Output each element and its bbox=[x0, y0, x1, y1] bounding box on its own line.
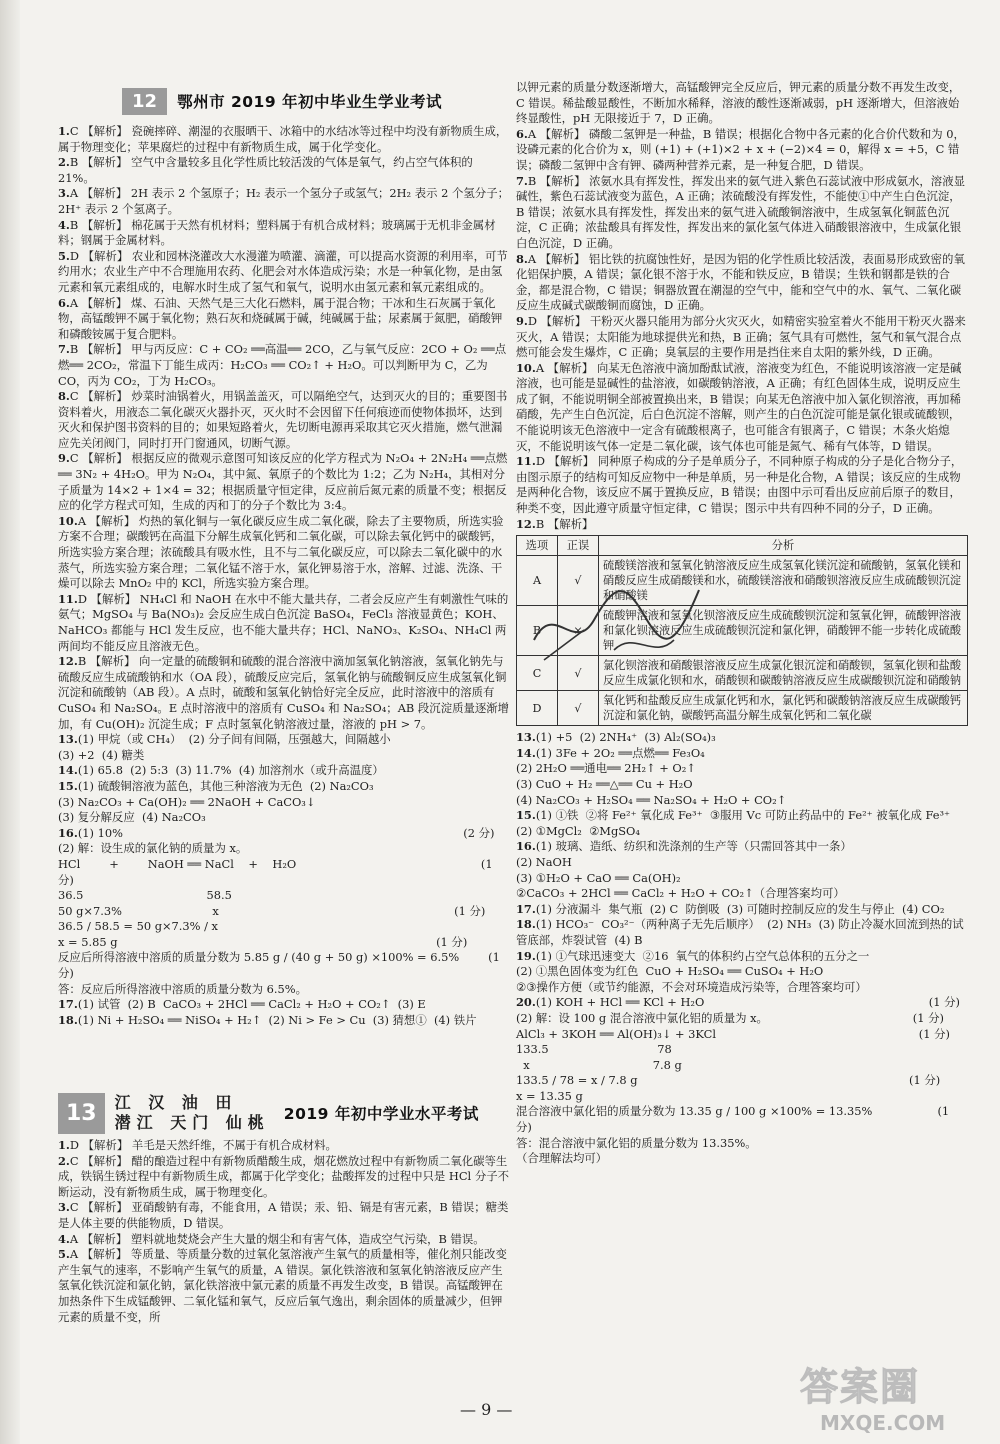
table-cell-opt: B bbox=[517, 606, 558, 656]
answer-number: 12. bbox=[516, 516, 536, 531]
answer-number: 3. bbox=[58, 186, 70, 201]
table-cell-mark: √ bbox=[558, 656, 599, 691]
answer-text: (1) 甲烷（或 CH₄） (2) 分子间有间隔，压强越大，间隔越小 (3) +2 (4) 糖类 bbox=[58, 732, 391, 762]
answer-item bbox=[516, 917, 968, 948]
answer-text: C 【解析】 醋的酿造过程中有新物质醋酸生成，烟花燃放过程中有新物质二氧化碳等生成，铁锅生锈过程中有新物质生成，都属于化学变化；盐酸挥发的过程中只是 HCl 分子不断运动，没有新物质生成，属于物理变化。 bbox=[58, 1153, 509, 1199]
table-cell-opt: D bbox=[517, 691, 558, 726]
answer-text: B 【解析】 棉花属于天然有机材料；塑料属于有机合成材料；玻璃属于无机非金属材料；钢属于金属材料。 bbox=[58, 217, 496, 248]
answer-item bbox=[58, 1138, 510, 1154]
section-12-header bbox=[122, 86, 442, 116]
answer-item bbox=[58, 997, 510, 1013]
table-cell-mark: × bbox=[558, 606, 599, 656]
answer-text: A 【解析】 磷酸二氢钾是一种盐，B 错误；根据化合物中各元素的化合价代数和为 0，设磷元素的化合价为 x，则 (+1) + (+1)×2 + x + (−2)×4 = 0，解得 x = +5，C 错误；磷酸二氢钾中含有钾、磷两种营养元素，是一种复合肥，D 错误。 bbox=[516, 126, 965, 172]
answer-item bbox=[58, 1247, 510, 1325]
answer-text: (1) 65.8 (2) 5:3 (3) 11.7% (4) 加溶剂水（或升高温度） bbox=[77, 763, 384, 778]
answer-text: B 【解析】 浓氨水具有挥发性，挥发出来的氨气进入紫色石蕊试液中形成氨水，溶液显碱性，紫色石蕊试液变为蓝色，A 正确；浓硫酸没有挥发性，不能使①中产生白色沉淀，B 错误；浓氨水具有挥发性，挥发出来的氨气进入硫酸铜溶液中，生成氢氧化铜蓝色沉淀，C 正确；浓盐酸具有挥发性，挥发出来的氯化氢气体进入硝酸银溶液中，生成氯化银白色沉淀，D 正确。 bbox=[516, 173, 965, 250]
answer-item bbox=[58, 732, 510, 763]
answer-text: (1) 试管 (2) B CaCO₃ + 2HCl ══ CaCl₂ + H₂O + CO₂↑ (3) E bbox=[77, 997, 426, 1012]
book-spine bbox=[0, 0, 20, 1444]
answer-text: A 【解析】 2H 表示 2 个氢原子；H₂ 表示一个氢分子或氢气；2H₂ 表示 2 个氢分子；2H⁺ 表示 2 个氢离子。 bbox=[58, 186, 509, 216]
answer-number: 5. bbox=[58, 1247, 70, 1262]
answer-text: (1) ①气球迅速变大 ②16 氧气的体积约占空气总体积的五分之一 (2) ①黑色固体变为红色 CuO + H₂SO₄ ══ CuSO₄ + H₂O ②③操作方便（或节约能源，不会对环境造成污染等，合理答案均可） bbox=[516, 948, 870, 994]
answer-text: D 【解析】 NH₄Cl 和 NaOH 在水中不能大量共存，二者会反应产生有刺激性气味的氨气；MgSO₄ 与 Ba(NO₃)₂ 会反应生成白色沉淀 BaSO₄，FeCl₃ 溶液显黄色；KOH、NaHCO₃ 都能与 HCl 发生反应，也不能大量共存；HCl、NaNO₃、K₂SO₄、NH₄Cl 两两间均不能反应且溶液无色。 bbox=[58, 591, 509, 653]
answer-item bbox=[516, 127, 968, 174]
answer-number: 9. bbox=[58, 451, 70, 466]
answer-number: 10. bbox=[516, 360, 536, 375]
table-cell-text: 氧化钙和盐酸反应生成氯化钙和水，氯化钙和碳酸钠溶液反应生成碳酸钙沉淀和氯化钠，碳酸钙高温分解生成氧化钙和二氧化碳 bbox=[599, 691, 968, 726]
left-column-section-13 bbox=[58, 1138, 510, 1325]
answer-number: 10. bbox=[58, 513, 78, 528]
answer-number: 12. bbox=[58, 654, 78, 669]
answer-text: D 【解析】 农业和园林浇灌改大水漫灌为喷灌、滴灌，可以提高水资源的利用率，可节约用水；农业生产中不合理施用农药、化肥会对水体造成污染；水是一种氧化物，是由氢元素和氧元素组成的，电解水时生成了氢气和氧气，说明水由氢元素和氧元素组成的。 bbox=[58, 248, 508, 294]
answer-text: B 【解析】 空气中含量较多且化学性质比较活泼的气体是氧气，约占空气体积的 21%。 bbox=[58, 155, 477, 185]
answer-item bbox=[58, 342, 510, 389]
answer-text: (1) 10% (2 分) (2) 解：设生成的氯化钠的质量为 x。 HCl + NaOH ══ NaCl + H₂O (1 分) 36.5 58.5 50 g×7.3% x (1 分) 36.5 / 58.5 = 50 g×7.3% / x x = 5.85 g (1 分) 反应后所得溶液中溶质的质量分数为 5.85 g / (40 g + 50 g) ×100% = 6.5% (1 分) 答：反应后所得溶液中溶质的质量分数为 6.5%。 bbox=[58, 825, 500, 996]
answer-item bbox=[58, 249, 510, 296]
table-header-cell: 分析 bbox=[599, 536, 968, 556]
answer-text: C 【解析】 亚硝酸钠有毒，不能食用，A 错误；汞、铅、镉是有害元素，B 错误；糖类是人体主要的供能物质，D 错误。 bbox=[58, 1200, 509, 1230]
answer-number: 6. bbox=[58, 295, 70, 310]
answer-item bbox=[516, 314, 968, 361]
answer-text: A 【解析】 煤、石油、天然气是三大化石燃料，属于混合物；干冰和生石灰属于氧化物，高锰酸钾不属于氧化物；熟石灰和烧碱属于碱，纯碱属于盐；尿素属于氮肥，硝酸钾和磷酸铵属于复合肥料。 bbox=[58, 295, 503, 341]
answer-item bbox=[58, 1200, 510, 1231]
answer-item bbox=[58, 592, 510, 654]
answer-number: 11. bbox=[516, 454, 536, 469]
answer-item bbox=[58, 124, 510, 155]
site-watermark bbox=[800, 1356, 990, 1434]
answer-text: (1) 硫酸铜溶液为蓝色，其他三种溶液为无色 (2) Na₂CO₃ (3) Na₂CO₃ + Ca(OH)₂ ══ 2NaOH + CaCO₃↓ (3) 复分解反应 (4) Na₂CO₃ bbox=[58, 778, 374, 825]
answer-number: 9. bbox=[516, 313, 528, 328]
answer-text: (1) 分液漏斗 集气瓶 (2) C 防倒吸 (3) 可随时控制反应的发生与停止 (4) CO₂ bbox=[535, 901, 945, 916]
left-column bbox=[58, 124, 510, 1028]
table-cell-text: 氯化钡溶液和硝酸银溶液反应生成氯化银沉淀和硝酸钡，氢氧化钡和盐酸反应生成氯化钡和水，硝酸钡和碳酸钠溶液反应生成碳酸钡沉淀和硝酸钠 bbox=[599, 656, 968, 691]
answer-item bbox=[58, 654, 510, 732]
answer-number: 7. bbox=[516, 173, 528, 188]
answer-item bbox=[58, 451, 510, 513]
answer-item bbox=[516, 808, 968, 839]
answer-number: 17. bbox=[58, 997, 78, 1012]
section-title: 2019 年初中学业水平考试 bbox=[283, 1105, 479, 1123]
answer-number: 4. bbox=[58, 217, 70, 232]
answer-text: C 【解析】 瓷碗摔碎、潮湿的衣服晒干、冰箱中的水结冰等过程中均没有新物质生成，属于物理变化；苹果腐烂的过程中有新物质生成，属于化学变化。 bbox=[58, 124, 508, 154]
answer-number: 1. bbox=[58, 124, 70, 138]
answer-number: 8. bbox=[516, 251, 528, 266]
exam-region-names bbox=[115, 1093, 270, 1133]
table-header-row bbox=[517, 536, 968, 556]
answer-item bbox=[58, 1013, 510, 1029]
answer-text: A 【解析】 向某无色溶液中滴加酚酞试液，溶液变为红色，不能说明该溶液一定是碱溶液，也可能是显碱性的盐溶液，如碳酸钠溶液，A 正确；有红色固体生成，说明反应生成了铜，不能说明铜全部被置换出来，B 错误；向某无色溶液中加入氯化钡溶液，再加稀硝酸，先产生白色沉淀，后白色沉淀不溶解，则产生的白色沉淀可能是氯化银或硫酸钡，不能说明该无色溶液中一定含有硫酸根离子，也可能含有银离子，C 错误；木条火焰熄灭，不能说明该气体一定是二氧化碳，该气体也可能是氮气、稀有气体等，D 错误。 bbox=[516, 360, 962, 453]
section-title: 鄂州市 2019 年初中毕业生学业考试 bbox=[177, 93, 442, 111]
answer-number: 5. bbox=[58, 248, 70, 263]
answer-text: B 【解析】 甲与丙反应：C + CO₂ ══高温══ 2CO，乙与氧气反应：2CO + O₂ ══点燃══ 2CO₂，常温下丁能生成丙：H₂CO₃ ══ CO₂↑ + H₂O。可以判断甲为 C，乙为 CO，丙为 CO₂，丁为 H₂CO₃。 bbox=[58, 342, 507, 388]
answer-number: 18. bbox=[516, 917, 536, 932]
answer-text: C 【解析】 根据反应的微观示意图可知该反应的化学方程式为 N₂O₄ + 2N₂H₄ ══点燃══ 3N₂ + 4H₂O。甲为 N₂O₄，其中氮、氧原子的个数比为 1:2；乙为 N₂H₄，其相对分子质量为 14×2 + 1×4 = 32；根据质量守恒定律，反应前后氮元素的质量不变；根据反应的化学方程式可知，生成的丙和丁的分子个数比为 3:4。 bbox=[58, 451, 508, 513]
watermark-logo-text: 答案圈 bbox=[800, 1365, 921, 1409]
answer-text: C 【解析】 炒菜时油锅着火，用锅盖盖灭，可以隔绝空气，达到灭火的目的；重要图书资料着火，用液态二氧化碳灭火器扑灭，灭火时不会因留下任何痕迹而使物体损坏，达到灭火和保护图书资料的目的；如果短路着火，先切断电源再采取其它灭火措施，燃气泄漏应先关闭阀门，同时打开门窗通风，切断气源。 bbox=[58, 389, 508, 450]
answer-text: A 【解析】 铝比铁的抗腐蚀性好，是因为铝的化学性质比较活泼，表面易形成致密的氧化铝保护膜，A 错误；氯化银不溶于水，不能和铁反应，B 错误；生铁和钢都是铁的合金，都是混合物，C 错误；铜器放置在潮湿的空气中，能和空气中的水、氧气、二氧化碳反应生成碱式碳酸铜而腐蚀，D 正确。 bbox=[516, 251, 965, 313]
answer-text: A 【解析】 等质量、等质量分数的过氧化氢溶液产生氧气的质量相等，催化剂只能改变产生氧气的速率，不影响产生氧气的质量，A 错误。氯化铁溶液和氢氧化钠溶液反应产生氢氧化铁沉淀和氯化钠，氯化铁溶液中氯元素的质量不再发生改变，B 错误。高锰酸钾在加热条件下生成锰酸钾、二氧化锰和氧气，反应后氧气逸出，剩余固体的质量减少，但钾元素的质量不变，所 bbox=[58, 1247, 507, 1324]
answer-item bbox=[58, 218, 510, 249]
answer-text: 以钾元素的质量分数逐渐增大，高锰酸钾完全反应后，钾元素的质量分数不再发生改变，C 错误。稀盐酸显酸性，不断加水稀释，溶液的酸性逐渐减弱，pH 逐渐增大，但溶液始终显酸性，pH 无限接近于 7，D 正确。 bbox=[516, 80, 961, 126]
answer-item bbox=[516, 252, 968, 314]
answer-number: 17. bbox=[516, 901, 536, 916]
answer-text: (1) +5 (2) 2NH₄⁺ (3) Al₂(SO₄)₃ bbox=[535, 730, 716, 745]
answer-text: A 【解析】 塑料就地焚烧会产生大量的烟尘和有害气体，造成空气污染，B 错误。 bbox=[69, 1231, 485, 1246]
answer-number: 4. bbox=[58, 1231, 70, 1246]
answer-number: 19. bbox=[516, 948, 536, 963]
answer-text: B 【解析】 bbox=[535, 516, 594, 531]
answer-item bbox=[516, 746, 968, 808]
answer-number: 1. bbox=[58, 1138, 70, 1152]
section-13-header bbox=[58, 1090, 479, 1136]
answer-item bbox=[516, 902, 968, 918]
answer-number: 6. bbox=[516, 126, 528, 141]
table-cell-text: 硫酸钾溶液和氢氧化钡溶液反应生成硫酸钡沉淀和氢氧化钾，硫酸钾溶液和氯化钡溶液反应生成硫酸钡沉淀和氯化钾，硝酸钾不能一步转化成硫酸钾 bbox=[599, 606, 968, 656]
table-cell-opt: C bbox=[517, 656, 558, 691]
answer-item bbox=[58, 186, 510, 217]
answer-item bbox=[516, 517, 968, 533]
section-number-badge: 13 bbox=[58, 1093, 105, 1134]
page-number: — 9 — bbox=[460, 1400, 513, 1419]
watermark-url: MXQE.COM bbox=[820, 1411, 946, 1435]
answer-item bbox=[516, 80, 968, 127]
answer-item bbox=[516, 949, 968, 996]
answer-number: 16. bbox=[58, 825, 78, 840]
answer-text: (1) 3Fe + 2O₂ ══点燃══ Fe₃O₄ (2) 2H₂O ══通电══ 2H₂↑ + O₂↑ (3) CuO + H₂ ══△══ Cu + H₂O (4) Na₂CO₃ + H₂SO₄ ══ Na₂SO₄ + H₂O + CO₂↑ bbox=[516, 745, 787, 807]
handwritten-scribble bbox=[524, 560, 724, 680]
answer-number: 13. bbox=[58, 732, 78, 747]
answer-number: 7. bbox=[58, 342, 70, 357]
answer-item bbox=[58, 763, 510, 779]
answer-number: 2. bbox=[58, 155, 70, 170]
answer-item bbox=[516, 174, 968, 252]
answer-number: 8. bbox=[58, 389, 70, 404]
answer-number: 14. bbox=[516, 745, 536, 760]
answer-item bbox=[58, 779, 510, 826]
answer-text: (1) ①铁 ②将 Fe²⁺ 氧化成 Fe³⁺ ③服用 Vc 可防止药品中的 Fe²⁺ 被氧化成 Fe³⁺ (2) ①MgCl₂ ②MgSO₄ bbox=[516, 808, 951, 838]
answer-text: D 【解析】 同种原子构成的分子是单质分子，不同种原子构成的分子是化合物分子，由图示原子的结构可知反应物中一种是单质，另一种是化合物，A 错误；该反应的生成物是两种化合物，该反应不属于置换反应，B 错误；由图中示可看出反应前后原子的数目，种类不变，因此遵守质量守恒定律，C 错误；图示中共有四种不同的分子，D 正确。 bbox=[516, 454, 963, 516]
answer-item bbox=[58, 826, 510, 998]
answer-text: (1) 玻璃、造纸、纺织和洗涤剂的生产等（只需回答其中一条） (2) NaOH (3) ①H₂O + CaO ══ Ca(OH)₂ ②CaCO₃ + 2HCl ══ CaCl₂ + H₂O + CO₂↑（合理答案均可） bbox=[516, 839, 852, 901]
answer-number: 16. bbox=[516, 839, 536, 854]
answer-number: 2. bbox=[58, 1153, 70, 1168]
answer-item bbox=[516, 361, 968, 455]
answer-item bbox=[58, 389, 510, 451]
answer-item bbox=[516, 839, 968, 901]
answer-number: 14. bbox=[58, 763, 78, 778]
answer-item bbox=[58, 1154, 510, 1201]
table-row bbox=[517, 691, 968, 726]
answer-number: 15. bbox=[516, 808, 536, 823]
answer-item bbox=[58, 155, 510, 186]
answer-number: 3. bbox=[58, 1200, 70, 1215]
answer-item bbox=[516, 730, 968, 746]
table-cell-mark: √ bbox=[558, 556, 599, 606]
answer-text: (1) KOH + HCl ══ KCl + H₂O (1 分) (2) 解：设 100 g 混合溶液中氯化铝的质量为 x。 (1 分) AlCl₃ + 3KOH ══ Al(OH)₃↓ + 3KCl (1 分) 133.5 78 x 7.8 g 133.5 / 78 = x / 7.8 g (1 分) x = 13.35 g 混合溶液中氯化铝的质量分数为 13.35 g / 100 g ×100% = 13.35% (1 分) 答：混合溶液中氯化铝的质量分数为 13.35%。 （合理解法均可） bbox=[516, 995, 960, 1166]
answer-number: 18. bbox=[58, 1012, 78, 1027]
answer-text: A 【解析】 灼热的氧化铜与一氧化碳反应生成二氧化碳，除去了主要物质，所选实验方案不合理；碳酸钙在高温下分解生成氧化钙和二氧化碳，可以除去氧化钙中的碳酸钙，所选实验方案合理；浓硫酸具有吸水性，且不与二氧化碳反应，可以除去二氧化碳中的水蒸气，所选实验方案合理；二氧化锰不溶于水，氯化钾易溶于水，溶解、过滤、洗涤、干燥可以除去 MnO₂ 中的 KCl，所选实验方案合理。 bbox=[58, 513, 504, 591]
answer-number: 20. bbox=[516, 995, 536, 1010]
table-cell-opt: A bbox=[517, 556, 558, 606]
answer-text: (1) Ni + H₂SO₄ ══ NiSO₄ + H₂↑ (2) Ni > Fe > Cu (3) 猜想① (4) 铁片 bbox=[77, 1012, 477, 1027]
answer-text: D 【解析】 干粉灭火器只能用为部分火灾灭火，如精密实验室着火不能用干粉灭火器来灭火，A 错误；太阳能为地球提供光和热，B 正确；氢气具有可燃性，氢气和氧气混合点燃可能会发生爆炸，C 正确；臭氧层的主要作用是挡住来自太阳的紫外线，D 正确。 bbox=[516, 313, 966, 360]
answer-number: 13. bbox=[516, 730, 536, 745]
answer-number: 11. bbox=[58, 591, 78, 606]
answer-item bbox=[516, 995, 968, 1167]
table-header-cell: 正误 bbox=[558, 536, 599, 556]
table-cell-mark: √ bbox=[558, 691, 599, 726]
answer-item bbox=[516, 454, 968, 516]
table-header-cell: 选项 bbox=[517, 536, 558, 556]
answer-text: B 【解析】 向一定量的硫酸铜和硫酸的混合溶液中滴加氢氧化钠溶液，氢氧化钠先与硫酸反应生成硫酸钠和水（OA 段），硫酸反应完后，氢氧化钠与硫酸铜反应生成氢氧化铜沉淀和硫酸钠（AB 段）。A 点时，硫酸和氢氧化钠恰好完全反应，此时溶液中的溶质有 CuSO₄ 和 Na₂SO₄。E 点时溶液中的溶质有 CuSO₄ 和 Na₂SO₄；AB 段沉淀质量逐渐增加，有 Cu(OH)₂ 沉淀生成；F 点时氢氧化钠溶液过量，溶液的 pH > 7。 bbox=[58, 654, 510, 731]
answer-text: D 【解析】 羊毛是天然纤维，不属于有机合成材料。 bbox=[69, 1138, 337, 1152]
right-column-after-table bbox=[516, 730, 968, 1167]
region-line-1: 江 汉 油 田 bbox=[114, 1093, 238, 1112]
table-cell-text: 硫酸镁溶液和氢氧化钠溶液反应生成氢氧化镁沉淀和硫酸钠，氢氧化镁和硝酸反应生成硝酸镁和水，硫酸镁溶液和硝酸钡溶液反应生成硫酸钡沉淀和硝酸镁 bbox=[599, 556, 968, 606]
answer-item bbox=[58, 296, 510, 343]
answer-number: 15. bbox=[58, 778, 78, 793]
answer-item bbox=[58, 1232, 510, 1248]
section-number-badge: 12 bbox=[122, 88, 167, 115]
answer-text: (1) HCO₃⁻ CO₃²⁻（两种离子无先后顺序） (2) NH₃ (3) 防止冷凝水回流到热的试管底部，炸裂试管 (4) B bbox=[516, 917, 964, 947]
answer-item bbox=[58, 514, 510, 592]
region-line-2: 潜江 天门 仙桃 bbox=[114, 1113, 270, 1132]
